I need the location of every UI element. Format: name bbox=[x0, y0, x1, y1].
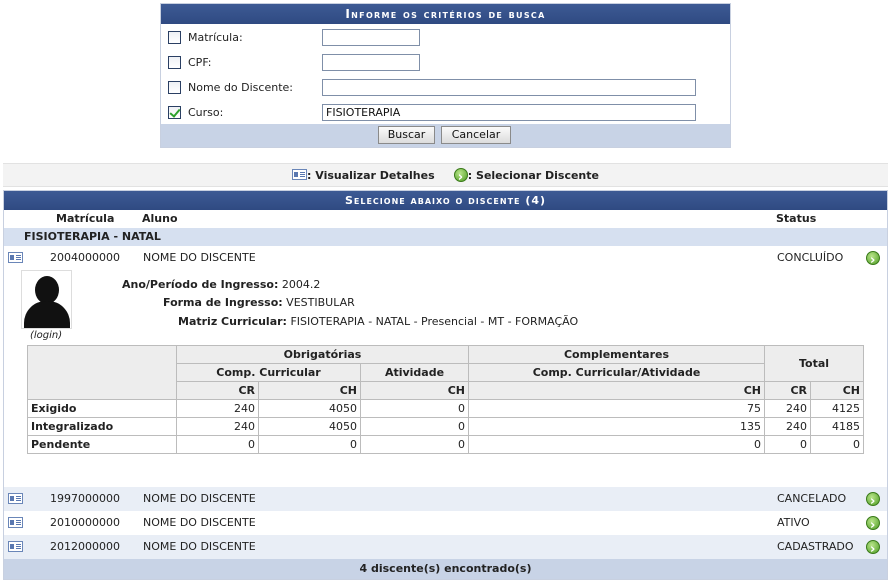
th-ch: CH bbox=[469, 382, 765, 400]
workload-table bbox=[27, 345, 864, 454]
student-row bbox=[4, 535, 887, 559]
legend bbox=[3, 163, 888, 187]
cell: 0 bbox=[361, 436, 469, 454]
nome-input[interactable] bbox=[322, 79, 696, 96]
forma-ingresso bbox=[163, 296, 355, 309]
student-detail bbox=[4, 270, 887, 486]
cell: 240 bbox=[765, 418, 811, 436]
cell: 0 bbox=[259, 436, 361, 454]
student-name: NOME DO DISCENTE bbox=[143, 251, 256, 264]
student-photo bbox=[21, 270, 72, 329]
cell: 0 bbox=[361, 400, 469, 418]
col-status: Status bbox=[776, 212, 817, 225]
ano-ingresso-label: Ano/Período de Ingresso: bbox=[122, 278, 279, 291]
results-caption: Selecione abaixo o discente (4) bbox=[4, 191, 887, 210]
field-row-curso bbox=[161, 102, 730, 124]
curso-input[interactable] bbox=[322, 104, 696, 121]
nome-label: Nome do Discente: bbox=[188, 81, 293, 94]
th-complementares: Complementares bbox=[469, 346, 765, 364]
field-row-nome bbox=[161, 77, 730, 99]
col-matricula: Matrícula bbox=[56, 212, 115, 225]
cpf-checkbox[interactable] bbox=[168, 56, 181, 69]
table-row-pendente bbox=[28, 436, 864, 454]
course-group-header: FISIOTERAPIA - NATAL bbox=[4, 228, 887, 246]
cell: 4050 bbox=[259, 418, 361, 436]
select-student-icon[interactable] bbox=[866, 540, 880, 554]
cell: 0 bbox=[811, 436, 864, 454]
student-matricula: 1997000000 bbox=[50, 492, 120, 505]
forma-ingresso-value: VESTIBULAR bbox=[286, 296, 355, 309]
cell: 0 bbox=[177, 436, 259, 454]
select-student-icon[interactable] bbox=[866, 251, 880, 265]
cell: 75 bbox=[469, 400, 765, 418]
field-row-matricula bbox=[161, 27, 730, 49]
results-footer: 4 discente(s) encontrado(s) bbox=[4, 559, 887, 579]
cell: 0 bbox=[765, 436, 811, 454]
th-cr: CR bbox=[177, 382, 259, 400]
buscar-button[interactable]: Buscar bbox=[378, 126, 435, 144]
cell: 4125 bbox=[811, 400, 864, 418]
results-column-header bbox=[4, 210, 887, 228]
cancelar-button[interactable]: Cancelar bbox=[441, 126, 511, 144]
ano-ingresso bbox=[122, 278, 320, 291]
student-row bbox=[4, 511, 887, 535]
curso-label: Curso: bbox=[188, 106, 224, 119]
th-total: Total bbox=[765, 346, 864, 382]
legend-visualizar: : Visualizar Detalhes bbox=[307, 169, 435, 182]
row-label: Integralizado bbox=[28, 418, 177, 436]
curso-checkbox[interactable] bbox=[168, 106, 181, 119]
cell: 135 bbox=[469, 418, 765, 436]
student-status: CADASTRADO bbox=[777, 540, 854, 553]
row-label: Exigido bbox=[28, 400, 177, 418]
select-student-icon[interactable] bbox=[866, 492, 880, 506]
th-obrigatorias: Obrigatórias bbox=[177, 346, 469, 364]
cell: 240 bbox=[177, 400, 259, 418]
search-form bbox=[160, 3, 731, 148]
matricula-label: Matrícula: bbox=[188, 31, 243, 44]
student-status: ATIVO bbox=[777, 516, 810, 529]
student-name: NOME DO DISCENTE bbox=[143, 540, 256, 553]
matriz-curricular-label: Matriz Curricular: bbox=[178, 315, 287, 328]
cell: 0 bbox=[361, 418, 469, 436]
student-row bbox=[4, 246, 887, 270]
th-ch: CH bbox=[259, 382, 361, 400]
student-matricula: 2012000000 bbox=[50, 540, 120, 553]
select-student-icon[interactable] bbox=[866, 516, 880, 530]
login-label: (login) bbox=[30, 330, 63, 341]
cell: 4185 bbox=[811, 418, 864, 436]
th-atividade: Atividade bbox=[361, 364, 469, 382]
table-row-integralizado bbox=[28, 418, 864, 436]
th-comp-curr-ativ: Comp. Curricular/Atividade bbox=[469, 364, 765, 382]
student-row bbox=[4, 487, 887, 511]
legend-selecionar: : Selecionar Discente bbox=[467, 169, 599, 182]
student-status: CONCLUÍDO bbox=[777, 251, 844, 264]
cpf-label: CPF: bbox=[188, 56, 212, 69]
th-comp-curricular: Comp. Curricular bbox=[177, 364, 361, 382]
cell: 0 bbox=[469, 436, 765, 454]
matriz-curricular-value: FISIOTERAPIA - NATAL - Presencial - MT - FORMAÇÃO bbox=[290, 315, 579, 328]
student-matricula: 2004000000 bbox=[50, 251, 120, 264]
cell: 4050 bbox=[259, 400, 361, 418]
student-name: NOME DO DISCENTE bbox=[143, 516, 256, 529]
forma-ingresso-label: Forma de Ingresso: bbox=[163, 296, 283, 309]
select-arrow-icon bbox=[454, 168, 468, 182]
row-label: Pendente bbox=[28, 436, 177, 454]
ano-ingresso-value: 2004.2 bbox=[281, 278, 321, 291]
cell: 240 bbox=[177, 418, 259, 436]
student-matricula: 2010000000 bbox=[50, 516, 120, 529]
matricula-checkbox[interactable] bbox=[168, 31, 181, 44]
field-row-cpf bbox=[161, 52, 730, 74]
search-form-footer bbox=[161, 124, 730, 147]
cell: 240 bbox=[765, 400, 811, 418]
th-total-cr: CR bbox=[765, 382, 811, 400]
student-status: CANCELADO bbox=[777, 492, 847, 505]
matricula-input[interactable] bbox=[322, 29, 420, 46]
table-row-exigido bbox=[28, 400, 864, 418]
student-name: NOME DO DISCENTE bbox=[143, 492, 256, 505]
search-form-caption: Informe os critérios de busca bbox=[161, 4, 730, 24]
matriz-curricular bbox=[178, 315, 578, 328]
th-total-ch: CH bbox=[811, 382, 864, 400]
col-aluno: Aluno bbox=[142, 212, 178, 225]
results-panel bbox=[3, 190, 888, 580]
nome-checkbox[interactable] bbox=[168, 81, 181, 94]
table-corner bbox=[28, 346, 177, 400]
cpf-input[interactable] bbox=[322, 54, 420, 71]
th-ch: CH bbox=[361, 382, 469, 400]
view-details-icon bbox=[292, 169, 307, 180]
